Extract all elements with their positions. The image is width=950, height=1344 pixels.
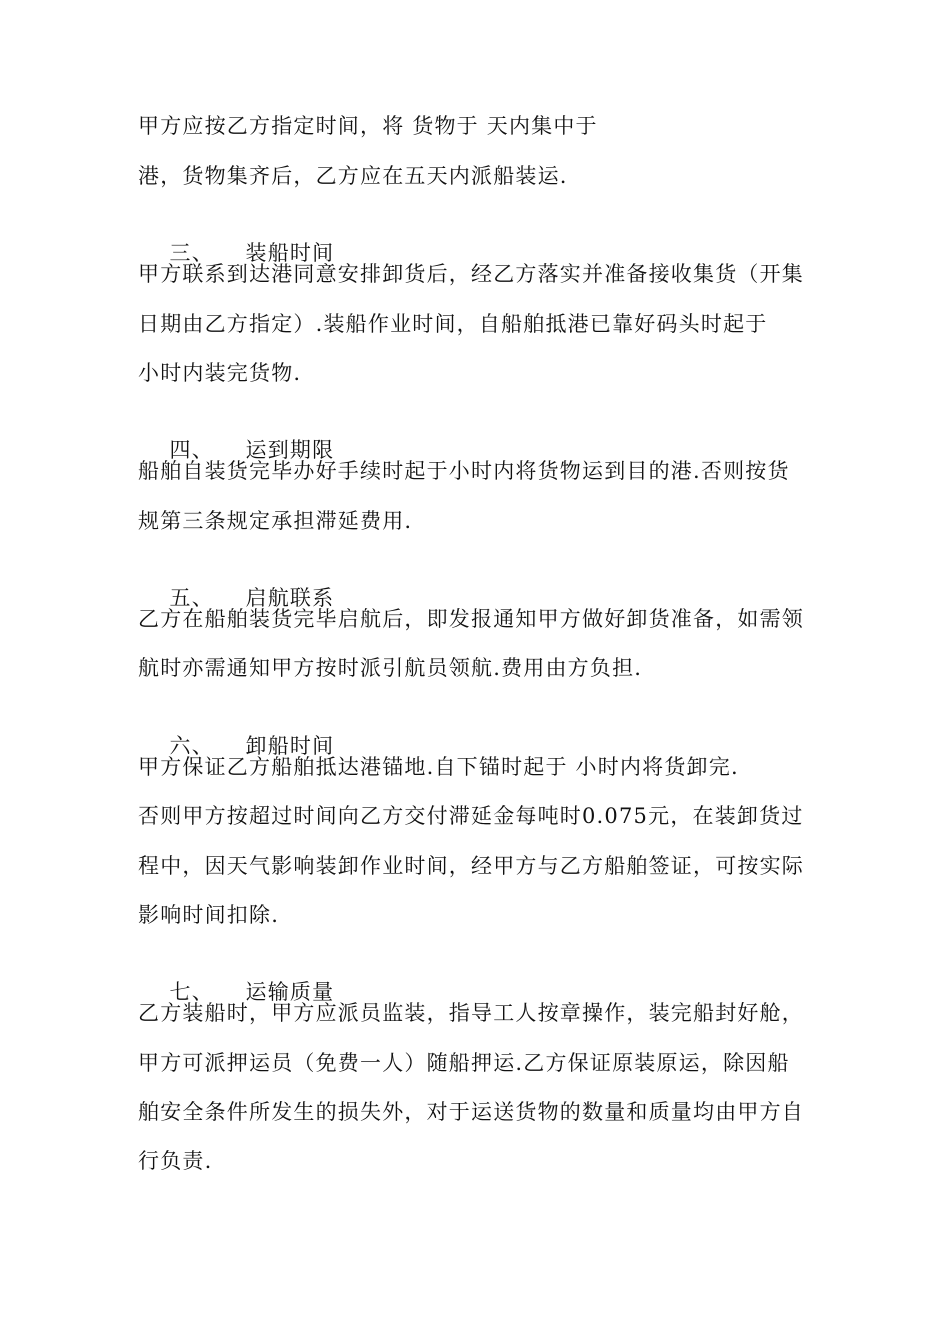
paragraph-line: 日期由乙方指定）.装船作业时间，自船舶抵港已靠好码头时起于 [138,312,768,336]
paragraph-line: 船舶自装货完毕办好手续时起于小时内将货物运到目的港.否则按货 [138,459,790,483]
paragraph-line: 行负责. [138,1149,213,1173]
paragraph-line: 甲方联系到达港同意安排卸货后，经乙方落实并准备接收集货（开集 [138,262,804,286]
section-number: 三、 [169,241,214,265]
paragraph-line: 航时亦需通知甲方按时派引航员领航.费用由方负担. [138,656,643,680]
paragraph-line: 甲方保证乙方船舶抵达港锚地.自下锚时起于 小时内将货卸完. [138,755,739,779]
paragraph-line: 甲方应按乙方指定时间，将 货物于 天内集中于 [138,114,598,138]
section-number: 七、 [169,980,214,1004]
paragraph-line: 影响时间扣除. [138,903,280,927]
section-title: 运输质量 [245,980,335,1004]
paragraph-line: 乙方在船舶装货完毕启航后，即发报通知甲方做好卸货准备，如需领 [138,607,804,631]
section-title: 启航联系 [245,586,335,610]
paragraph-line: 甲方可派押运员（免费一人）随船押运.乙方保证原装原运，除因船 [138,1051,790,1075]
section-number: 四、 [169,438,214,462]
paragraph-line: 乙方装船时，甲方应派员监装，指导工人按章操作，装完船封好舱， [138,1001,804,1025]
section-title: 运到期限 [245,438,335,462]
paragraph-line: 舶安全条件所发生的损失外，对于运送货物的数量和质量均由甲方自 [138,1100,804,1124]
section-title: 装船时间 [245,241,335,265]
section-number: 五、 [169,586,214,610]
paragraph-line: 小时内装完货物. [138,361,302,385]
section-title: 卸船时间 [245,734,335,758]
paragraph-line: 程中，因天气影响装卸作业时间，经甲方与乙方船舶签证，可按实际 [138,854,804,878]
section-number: 六、 [169,734,214,758]
paragraph-line: 规第三条规定承担滞延费用. [138,509,413,533]
paragraph-line: 否则甲方按超过时间向乙方交付滞延金每吨时0.075元，在装卸货过 [138,804,804,828]
paragraph-line: 港，货物集齐后，乙方应在五天内派船装运. [138,164,568,188]
